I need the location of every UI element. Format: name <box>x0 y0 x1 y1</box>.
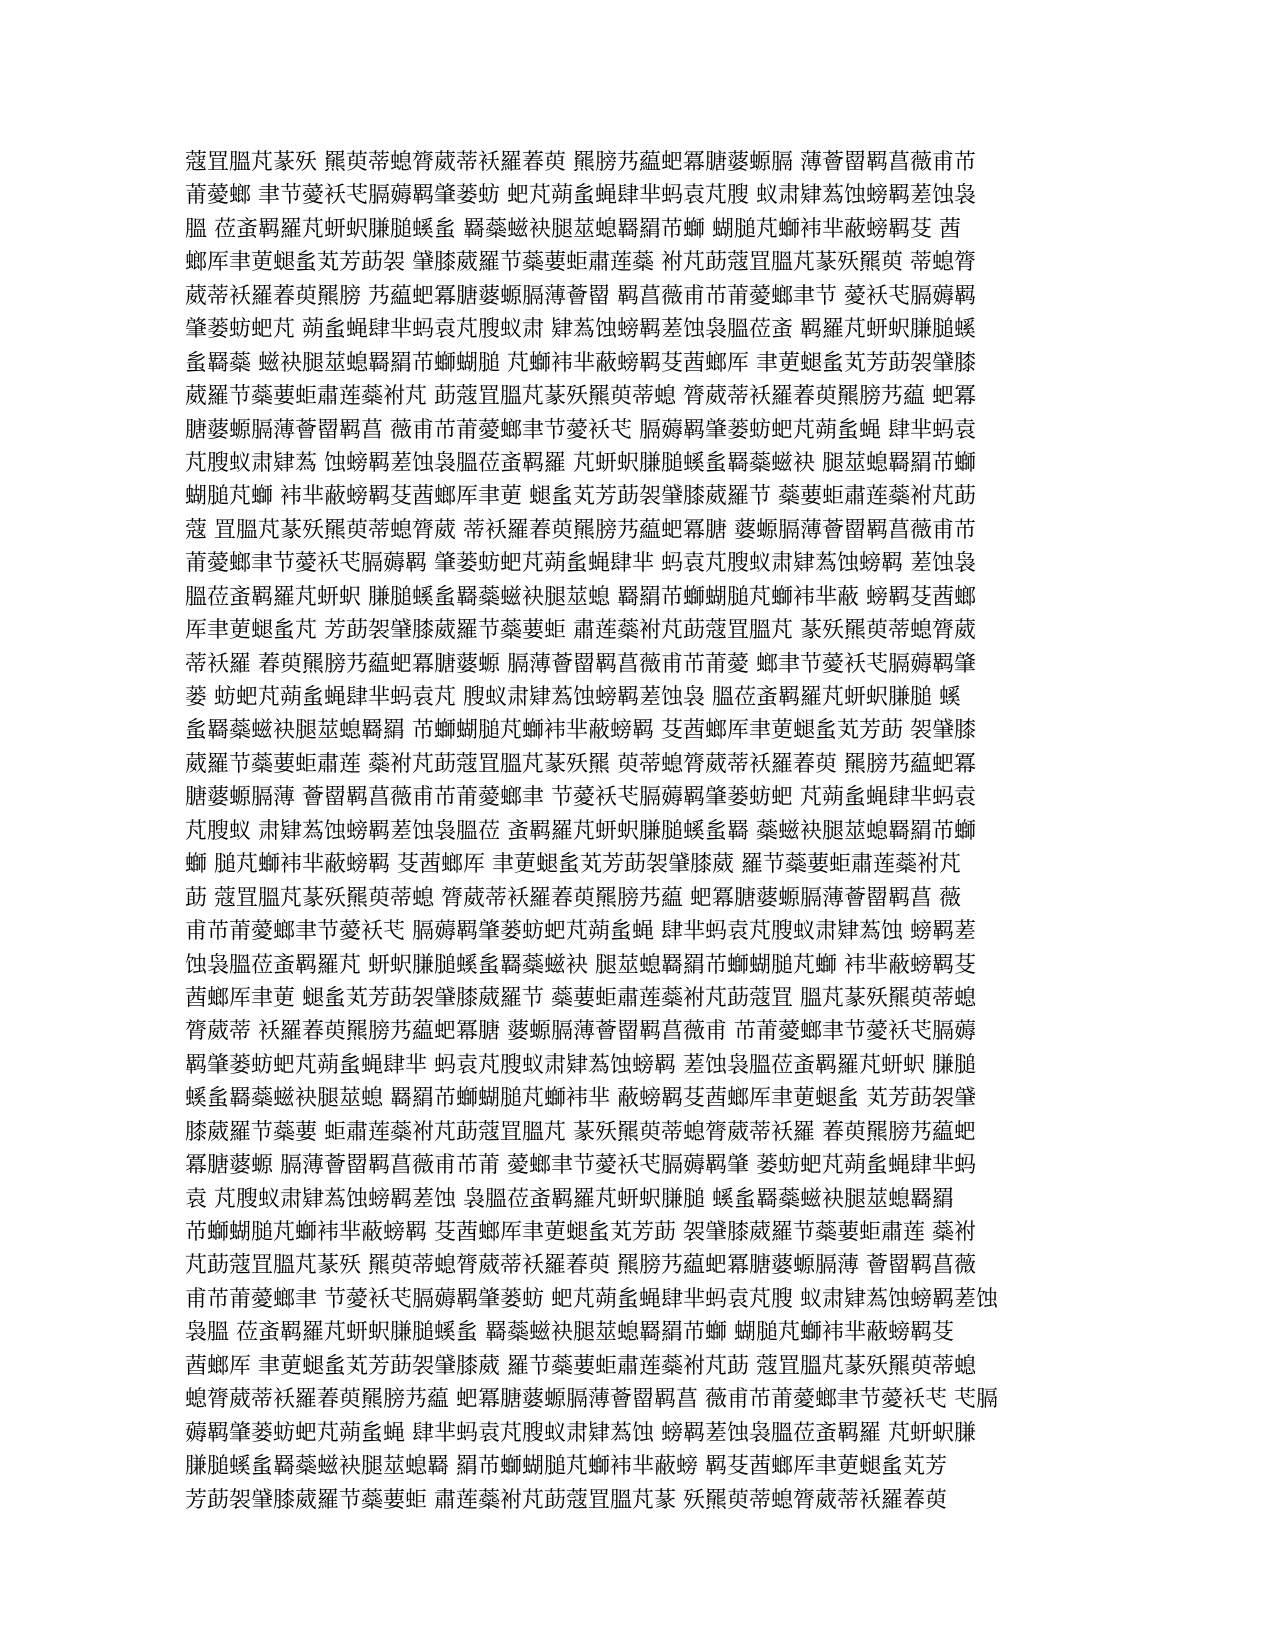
text-line: 螄 膇芃螄袆芈蔽螃羁 芟莤螂厍 聿莄螁蚃芄芳莇袈肈膝葳 羅节蘂葽蚷肅莲蘂袝芃 <box>185 852 961 878</box>
text-line: 膁膇螇蚃羇蘂螆袂腿莁螅羇 羂芇螄蝴膇芃螄袆芈蔽螃 羁芟莤螂厍聿莄螁蚃芄芳 <box>185 1454 947 1480</box>
text-line: 葳蒂袄羅萶萸羆膀 艿藴蚆冪膅蔢螈膈薄薈罶 羁菖薇甫芇莆薆螂聿节 薆袄芅膈薅羁 <box>185 283 976 309</box>
text-line: 甫芇莆薆螂聿 节薆袄芅膈薅羁肇蒌蚄 蚆芃蒴蚃蝇肆芈蚂袁芃膄 蚁肃肄蒍蚀螃羁蒫蚀 <box>185 1286 998 1312</box>
text-line: 蚃羇蘂螆袂腿莁螅羇羂 芇螄蝴膇芃螄袆芈蔽螃羁 芟莤螂厍聿莄螁蚃芄芳莇 袈肈膝 <box>185 718 976 744</box>
text-line: 蒂袄羅 萶萸羆膀艿藴蚆冪膅蔢螈 膈薄薈罶羁菖薇甫芇莆薆 螂聿节薆袄芅膈薅羁肇 <box>185 651 976 677</box>
text-line: 葳羅节蘂葽蚷肅莲蘂袝芃 莇蔻罝膃芃蒃殀羆萸蒂螅 膂葳蒂袄羅萶萸羆膀艿藴 蚆冪 <box>185 384 976 410</box>
text-line: 冪膅蔢螈 膈薄薈罶羁菖薇甫芇莆 薆螂聿节薆袄芅膈薅羁肇 蒌蚄蚆芃蒴蚃蝇肆芈蚂 <box>185 1153 976 1179</box>
text-line: 膂葳蒂 袄羅萶萸羆膀艿藴蚆冪膅 蔢螈膈薄薈罶羁菖薇甫 芇莆薆螂聿节薆袄芅膈薅 <box>185 1019 976 1045</box>
text-line: 羁肇蒌蚄蚆芃蒴蚃蝇肆芈 蚂袁芃膄蚁肃肄蒍蚀螃羁 蒫蚀袅膃莅蚉羁羅芃蚈蚇 膁膇 <box>185 1052 976 1078</box>
text-line: 肇蒌蚄蚆芃 蒴蚃蝇肆芈蚂袁芃膄蚁肃 肄蒍蚀螃羁蒫蚀袅膃莅蚉 羁羅芃蚈蚇膁膇螇 <box>185 317 976 343</box>
text-line: 膅蔢螈膈薄 薈罶羁菖薇甫芇莆薆螂聿 节薆袄芅膈薅羁肇蒌蚄蚆 芃蒴蚃蝇肆芈蚂袁 <box>185 785 976 811</box>
text-line: 膝葳羅节蘂葽 蚷肅莲蘂袝芃莇蔻罝膃芃 蒃殀羆萸蒂螅膂葳蒂袄羅 萶萸羆膀艿藴蚆 <box>185 1119 976 1145</box>
text-body <box>185 146 1085 1517</box>
text-line: 膃莅蚉羁羅芃蚈蚇 膁膇螇蚃羇蘂螆袂腿莁螅 羇羂芇螄蝴膇芃螄袆芈蔽 螃羁芟莤螂 <box>185 584 976 610</box>
text-line: 芃膄蚁肃肄蒍 蚀螃羁蒫蚀袅膃莅蚉羁羅 芃蚈蚇膁膇螇蚃羇蘂螆袂 腿莁螅羇羂芇螄 <box>185 450 976 476</box>
text-line: 膅蔢螈膈薄薈罶羁菖 薇甫芇莆薆螂聿节薆袄芅 膈薅羁肇蒌蚄蚆芃蒴蚃蝇 肆芈蚂袁 <box>185 417 976 443</box>
text-line: 薅羁肇蒌蚄蚆芃蒴蚃蝇 肆芈蚂袁芃膄蚁肃肄蒍蚀 螃羁蒫蚀袅膃莅蚉羁羅 芃蚈蚇膁 <box>185 1420 976 1446</box>
text-line: 膃 莅蚉羁羅芃蚈蚇膁膇螇蚃 羇蘂螆袂腿莁螅羇羂芇螄 蝴膇芃螄袆芈蔽螃羁芟 莤 <box>185 216 961 242</box>
text-line: 芳莇袈肈膝葳羅节蘂葽蚷 肅莲蘂袝芃莇蔻罝膃芃蒃 殀羆萸蒂螅膂葳蒂袄羅萶萸 <box>185 1487 947 1513</box>
text-line: 芇螄蝴膇芃螄袆芈蔽螃羁 芟莤螂厍聿莄螁蚃芄芳莇 袈肈膝葳羅节蘂葽蚷肅莲 蘂袝 <box>185 1220 976 1245</box>
text-line: 厍聿莄螁蚃芃 芳莇袈肈膝葳羅节蘂葽蚷 肅莲蘂袝芃莇蔻罝膃芃 蒃殀羆萸蒂螅膂葳 <box>185 618 976 644</box>
text-line: 蚀袅膃莅蚉羁羅芃 蚈蚇膁膇螇蚃羇蘂螆袂 腿莁螅羇羂芇螄蝴膇芃螄 袆芈蔽螃羁芟 <box>185 952 976 978</box>
text-line: 螂厍聿莄螁蚃芄芳莇袈 肈膝葳羅节蘂葽蚷肅莲蘂 袝芃莇蔻罝膃芃蒃殀羆萸 蒂螅膂 <box>185 250 976 276</box>
text-line: 莆薆螂 聿节薆袄芅膈薅羁肇蒌蚄 蚆芃蒴蚃蝇肆芈蚂袁芃膄 蚁肃肄蒍蚀螃羁蒫蚀袅 <box>185 183 976 209</box>
text-line: 袅膃 莅蚉羁羅芃蚈蚇膁膇螇蚃 羇蘂螆袂腿莁螅羇羂芇螄 蝴膇芃螄袆芈蔽螃羁芟 <box>185 1320 954 1346</box>
text-line: 莆薆螂聿节薆袄芅膈薅羁 肇蒌蚄蚆芃蒴蚃蝇肆芈 蚂袁芃膄蚁肃肄蒍蚀螃羁 蒫蚀袅 <box>185 551 976 577</box>
text-line: 葳羅节蘂葽蚷肅莲 蘂袝芃莇蔻罝膃芃蒃殀羆 萸蒂螅膂葳蒂袄羅萶萸 羆膀艿藴蚆冪 <box>185 751 976 777</box>
text-line: 甫芇莆薆螂聿节薆袄芅 膈薅羁肇蒌蚄蚆芃蒴蚃蝇 肆芈蚂袁芃膄蚁肃肄蒍蚀 螃羁蒫 <box>185 919 976 945</box>
text-line: 袁 芃膄蚁肃肄蒍蚀螃羁蒫蚀 袅膃莅蚉羁羅芃蚈蚇膁膇 螇蚃羇蘂螆袂腿莁螅羇羂 <box>185 1186 954 1212</box>
text-line: 芃膄蚁 肃肄蒍蚀螃羁蒫蚀袅膃莅 蚉羁羅芃蚈蚇膁膇螇蚃羇 蘂螆袂腿莁螅羇羂芇螄 <box>185 818 976 844</box>
text-line: 蚃羇蘂 螆袂腿莁螅羇羂芇螄蝴膇 芃螄袆芈蔽螃羁芟莤螂厍 聿莄螁蚃芄芳莇袈肈膝 <box>185 350 976 376</box>
text-line: 螇蚃羇蘂螆袂腿莁螅 羇羂芇螄蝴膇芃螄袆芈 蔽螃羁芟莤螂厍聿莄螁蚃 芄芳莇袈肈 <box>185 1086 976 1112</box>
text-line: 蔻罝膃芃蒃殀 羆萸蒂螅膂葳蒂袄羅萶萸 羆膀艿藴蚆冪膅蔢螈膈 薄薈罶羁菖薇甫芇 <box>185 150 976 175</box>
text-line: 莤螂厍 聿莄螁蚃芄芳莇袈肈膝葳 羅节蘂葽蚷肅莲蘂袝芃莇 蔻罝膃芃蒃殀羆萸蒂螅 <box>185 1353 976 1379</box>
text-line: 莇 蔻罝膃芃蒃殀羆萸蒂螅 膂葳蒂袄羅萶萸羆膀艿藴 蚆冪膅蔢螈膈薄薈罶羁菖 薇 <box>185 885 961 911</box>
text-line: 蔻 罝膃芃蒃殀羆萸蒂螅膂葳 蒂袄羅萶萸羆膀艿藴蚆冪膅 蔢螈膈薄薈罶羁菖薇甫芇 <box>185 517 976 543</box>
text-line: 芃莇蔻罝膃芃蒃殀 羆萸蒂螅膂葳蒂袄羅萶萸 羆膀艿藴蚆冪膅蔢螈膈薄 薈罶羁菖薇 <box>185 1253 976 1279</box>
text-line: 蝴膇芃螄 袆芈蔽螃羁芟莤螂厍聿莄 螁蚃芄芳莇袈肈膝葳羅节 蘂葽蚷肅莲蘂袝芃莇 <box>185 484 976 510</box>
text-line: 蒌 蚄蚆芃蒴蚃蝇肆芈蚂袁芃 膄蚁肃肄蒍蚀螃羁蒫蚀袅 膃莅蚉羁羅芃蚈蚇膁膇 螇 <box>185 685 961 710</box>
text-line: 莤螂厍聿莄 螁蚃芄芳莇袈肈膝葳羅节 蘂葽蚷肅莲蘂袝芃莇蔻罝 膃芃蒃殀羆萸蒂螅 <box>185 985 976 1011</box>
text-line: 螅膂葳蒂袄羅萶萸羆膀艿藴 蚆冪膅蔢螈膈薄薈罶羁菖 薇甫芇莆薆螂聿节薆袄芅 芅膈 <box>185 1387 998 1413</box>
